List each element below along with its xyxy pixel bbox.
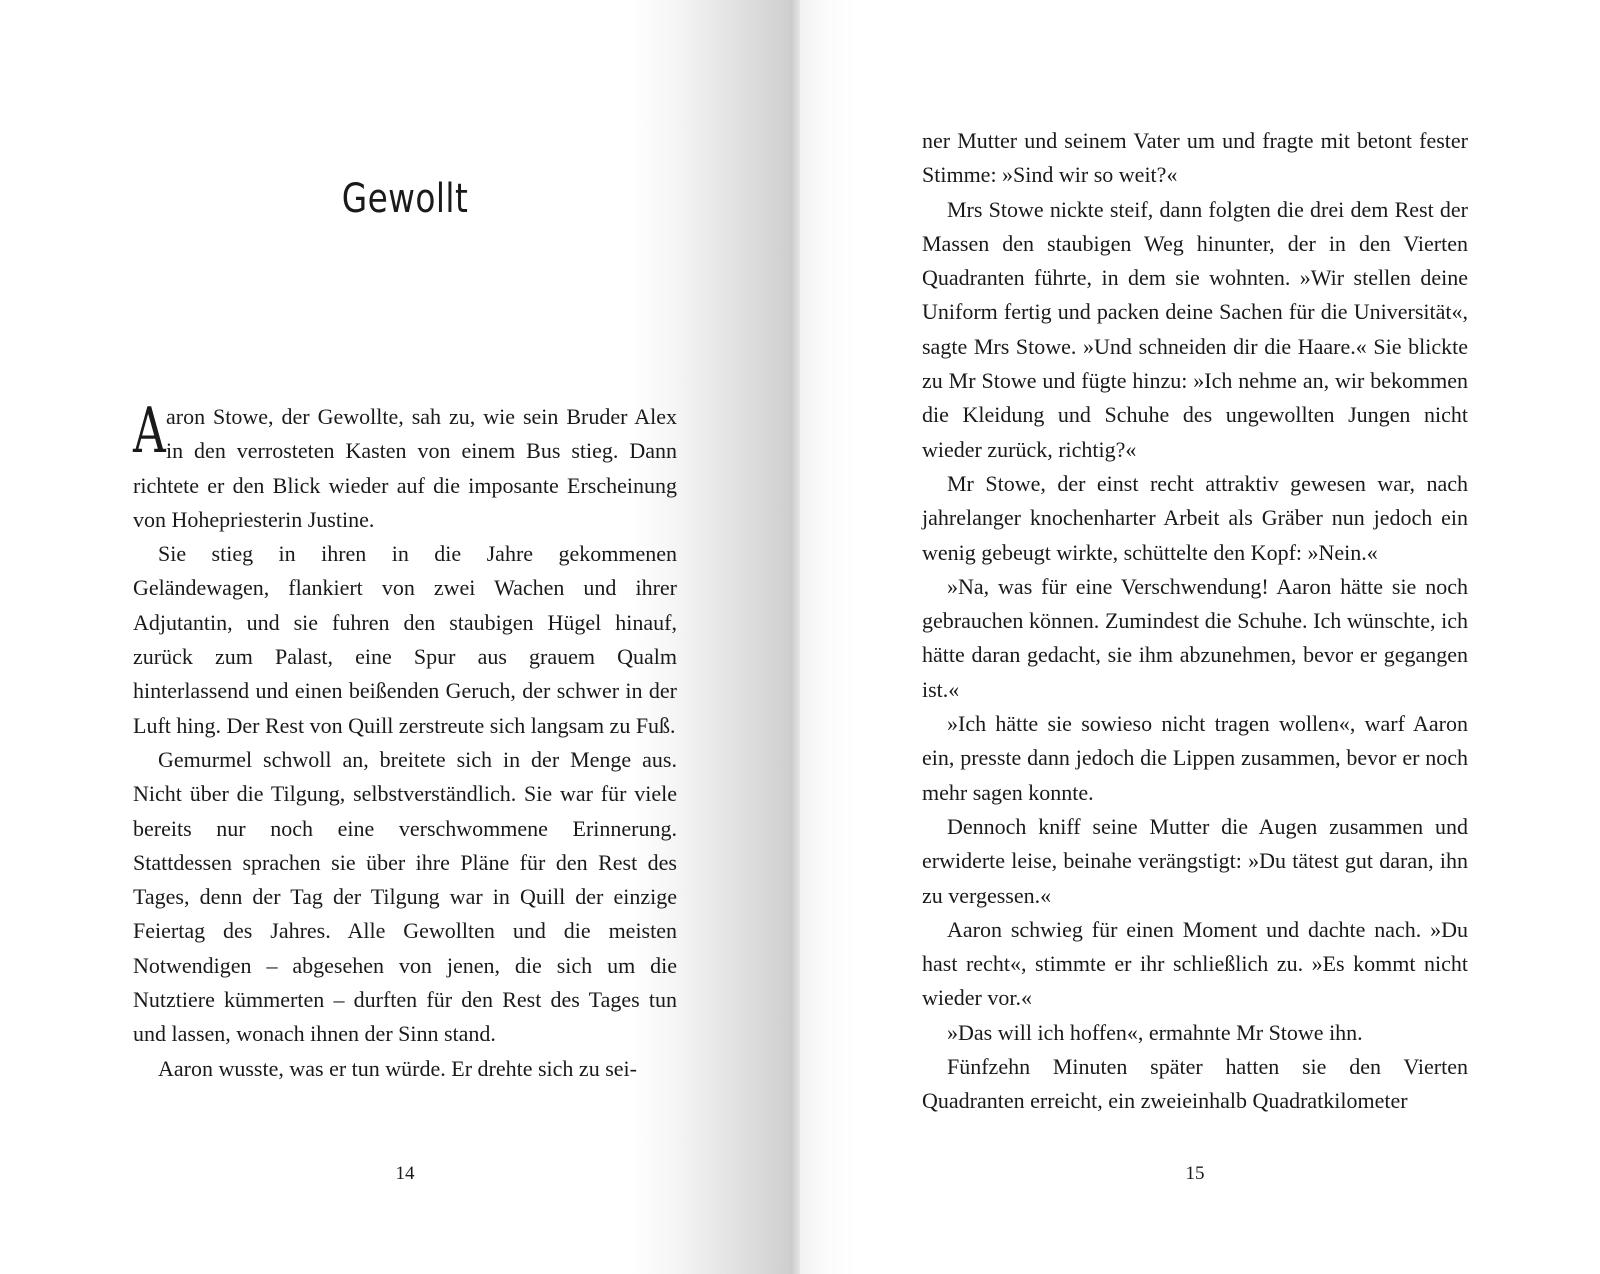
right-page-text [922,124,1468,1119]
paragraph: Mr Stowe, der einst recht attraktiv gewesen war, nach jahrelanger knochenharter Arbeit als Gräber nun jedoch ein wenig gebeugt wirkte, schüttelte den Kopf: »Nein.« [922,470,1468,565]
paragraph: Sie stieg in ihren in die Jahre gekommenen Geländewagen, flankiert von zwei Wachen und ihrer Adjutantin, und sie fuhren den staubigen Hügel hinauf, zurück zum Palast, eine Spur aus grauem Qualm hinterlassend und einen beißenden Geruch, der schwer in der Luft hing. Der Rest von Quill zerstreute sich langsam zu Fuß. [133,541,677,738]
paragraph: »Das will ich hoffen«, ermahnte Mr Stowe ihn. [947,1019,1363,1045]
book-gutter [790,0,800,1274]
paragraph: »Ich hätte sie sowieso nicht tragen wollen«, warf Aaron ein, presste dann jedoch die Lippen zusammen, bevor er noch mehr sagen konnte. [922,711,1468,805]
drop-cap: A [133,394,166,467]
page-number-right: 15 [1185,1163,1205,1184]
first-paragraph [133,394,677,537]
paragraph: Aaron wusste, was er tun würde. Er drehte sich zu sei- [158,1055,637,1081]
paragraph: »Na, was für eine Verschwendung! Aaron hätte sie noch gebrauchen können. Zumindest die Schuhe. Ich wünschte, ich hätte daran gedacht, sie ihm abzunehmen, bevor er gegangen ist.« [922,573,1468,702]
left-page-text [133,394,677,1086]
paragraph: Aaron schwieg für einen Moment und dachte nach. »Du hast recht«, stimmte er ihr schließlich zu. »Es kommt nicht wieder vor.« [922,916,1468,1011]
first-paragraph-text: aron Stowe, der Gewollte, sah zu, wie sein Bruder Alex in den verrosteten Kasten von einem Bus stieg. Dann richtete er den Blick wieder auf die imposante Erscheinung von Hohepriesterin Justine. [133,404,677,532]
paragraph: Gemurmel schwoll an, breitete sich in der Menge aus. Nicht über die Tilgung, selbstverständlich. Sie war für viele bereits nur noch eine verschwommene Erinnerung. Stattdessen sprachen sie über ihre Pläne für den Rest des Tages, denn der Tag der Tilgung war in Quill der einzige Feiertag des Jahres. Alle Gewollten und die meisten Notwendigen – abgesehen von jenen, die sich um die Nutztiere kümmerten – durften für den Rest des Tages tun und lassen, wonach ihnen der Sinn stand. [133,746,677,1047]
paragraph: Dennoch kniff seine Mutter die Augen zusammen und erwiderte leise, beinahe verängstigt: »Du tätest gut daran, ihn zu vergessen.« [922,813,1468,908]
paragraph: Fünfzehn Minuten später hatten sie den Vierten Quadranten erreicht, ein zweieinhalb Quadratkilometer [922,1054,1468,1114]
left-page [0,0,790,1274]
right-page [800,0,1600,1274]
continuation-paragraph: ner Mutter und seinem Vater um und fragte mit betont fester Stimme: »Sind wir so weit?« [922,128,1468,188]
chapter-title: Gewollt [341,176,469,222]
page-number-left: 14 [395,1163,415,1184]
paragraph: Mrs Stowe nickte steif, dann folgten die drei dem Rest der Massen den staubigen Weg hinunter, der in den Vierten Quadranten führte, in dem sie wohnten. »Wir stellen deine Uniform fertig und packen deine Sachen für die Universität«, sagte Mrs Stowe. »Und schneiden dir die Haare.« Sie blickte zu Mr Stowe und fügte hinzu: »Ich nehme an, wir bekommen die Kleidung und Schuhe des ungewollten Jungen nicht wieder zurück, richtig?« [922,196,1468,462]
